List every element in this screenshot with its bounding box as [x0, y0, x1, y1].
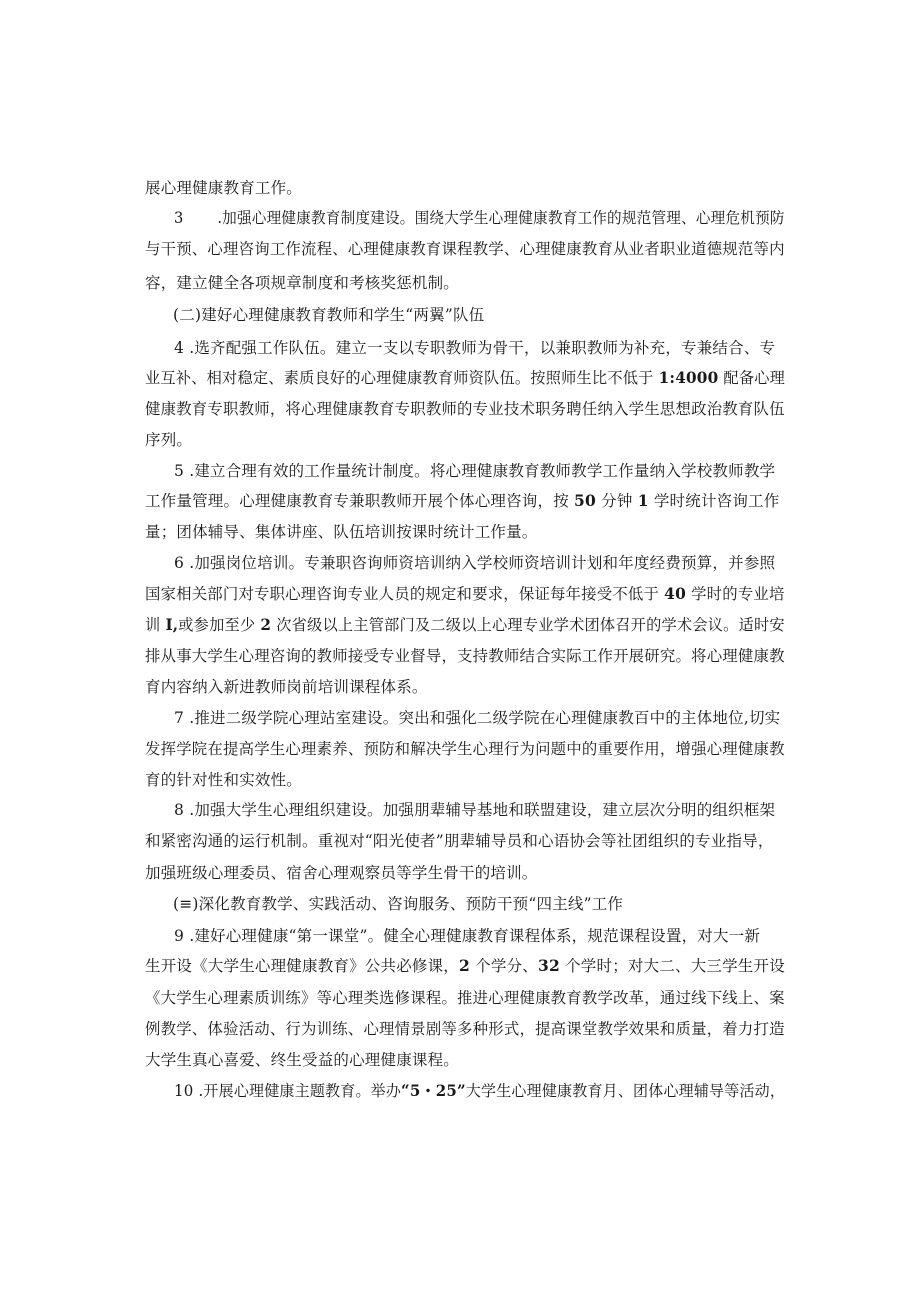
text-line: 育的针对性和实效性。: [145, 771, 303, 789]
text-line: 容，建立健全各项规章制度和考核奖惩机制。: [145, 274, 460, 292]
text-line: 加强班级心理委员、宿舍心理观察员等学生骨干的培训。: [145, 864, 538, 882]
text-line: 9 .建好心理健康“第一课堂”。健全心理健康教育课程体系，规范课程设置，对大一新: [174, 927, 761, 945]
text-line: 育内容纳入新进教师岗前培训课程体系。: [145, 678, 428, 696]
text-line: 训 I,或参加至少 2 次省级以上主管部门及二级以上心理专业学术团体召开的学术会议。适时安: [145, 615, 785, 634]
text-line: 与干预、心理咨询工作流程、心理健康教育课程教学、心理健康教育从业者职业道德规范等内: [145, 240, 785, 258]
text-line: 量；团体辅导、集体讲座、队伍培训按课时统计工作量。: [145, 523, 538, 541]
text-line: 大学生真心喜爱、终生受益的心理健康课程。: [145, 1051, 460, 1069]
text-line: 7 .推进二级学院心理站室建设。突出和强化二级学院在心理健康教百中的主体地位,切实: [174, 709, 781, 727]
text-line: 国家相关部门对专职心理咨询专业人员的规定和要求，保证每年接受不低于 40 学时的专业培: [145, 584, 785, 603]
text-line: 工作量管理。心理健康教育专兼职教师开展个体心理咨询，按 50 分钟 1 学时统计咨询工作: [145, 491, 780, 510]
text-line: 序列。: [145, 431, 193, 449]
text-line: 10 .开展心理健康主题教育。举办“5・25”大学生心理健康教育月、团体心理辅导等活动，: [174, 1081, 786, 1100]
text-line: 展心理健康教育工作。: [145, 179, 303, 197]
text-line: 6 .加强岗位培训。专兼职咨询师资培训纳入学校师资培训计划和年度经费预算，并参照: [174, 554, 776, 572]
text-line: 业互补、相对稳定、素质良好的心理健康教育师资队伍。按照师生比不低于 1:4000 配备心理: [145, 368, 786, 387]
text-line: 排从事大学生心理咨询的教师接受专业督导，支持教师结合实际工作开展研究。将心理健康教: [145, 647, 785, 665]
text-line: 5 .建立合理有效的工作量统计制度。将心理健康教育教师教学工作量纳入学校教师教学: [174, 462, 776, 480]
text-line: 发挥学院在提高学生心理素养、预防和解决学生心理行为问题中的重要作用，增强心理健康教: [145, 740, 785, 758]
text-line: 4 .选齐配强工作队伍。建立一支以专职教师为骨干，以兼职教师为补充，专兼结合、专: [174, 339, 776, 357]
text-line: 8 .加强大学生心理组织建设。加强朋辈辅导基地和联盟建设，建立层次分明的组织框架: [174, 801, 776, 819]
text-line: 生开设《大学生心理健康教育》公共必修课，2 个学分、32 个学时；对大二、大三学生开设: [145, 956, 785, 975]
text-line: 健康教育专职教师，将心理健康教育专职教师的专业技术职务聘任纳入学生思想政治教育队伍: [145, 400, 785, 418]
text-line: 3 .加强心理健康教育制度建设。围绕大学生心理健康教育工作的规范管理、心理危机预防: [174, 209, 785, 227]
section-heading: (≡)深化教育教学、实践活动、咨询服务、预防干预“四主线”工作: [173, 895, 624, 913]
text-line: 《大学生心理素质训练》等心理类选修课程。推进心理健康教育教学改革，通过线下线上、案: [145, 989, 785, 1007]
text-line: 和紧密沟通的运行机制。重视对“阳光使者”朋辈辅导员和心语协会等社团组织的专业指导，: [145, 832, 774, 850]
section-heading: (二)建好心理健康教育教师和学生“两翼”队伍: [173, 306, 485, 324]
text-line: 例教学、体验活动、行为训练、心理情景剧等多种形式，提高课堂教学效果和质量，着力打造: [145, 1020, 785, 1038]
